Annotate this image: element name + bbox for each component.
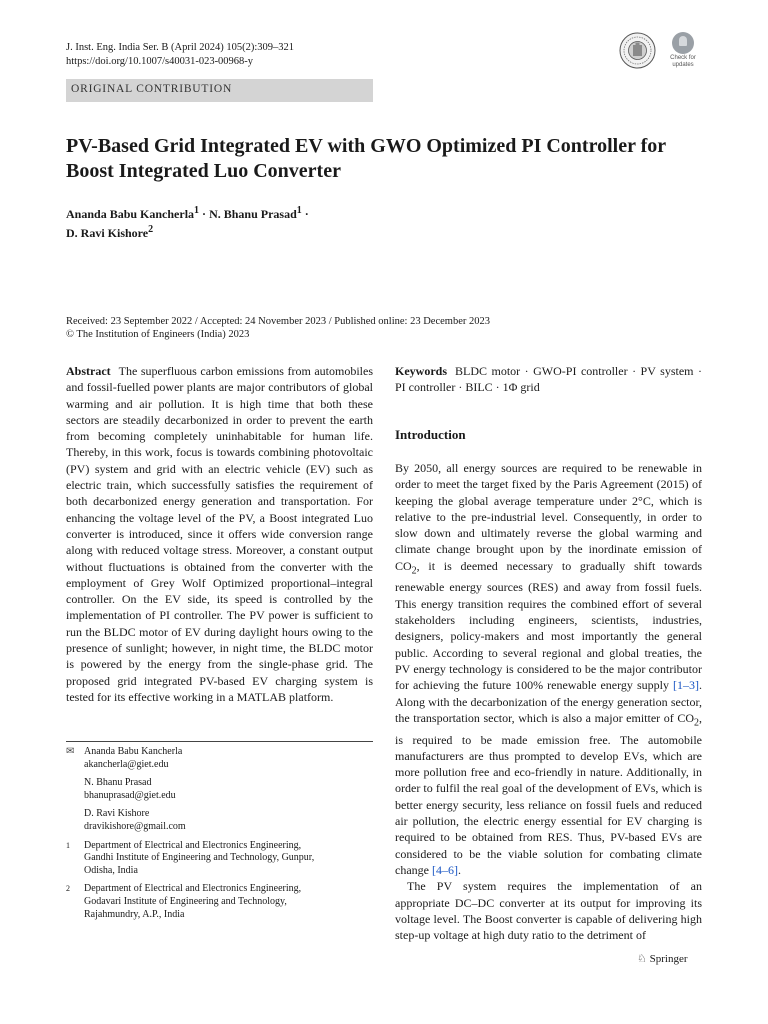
- institution-2-line-2: Godavari Institute of Engineering and Technology,: [84, 895, 287, 907]
- author-list: Ananda Babu Kancherla$^1$ · N. Bhanu Prasad$^1$ · D. Ravi Kishore$^2$: [66, 205, 309, 240]
- author-1[interactable]: Ananda Babu Kancherla: [66, 207, 195, 221]
- intro-paragraph-1: By 2050, all energy sources are required to be renewable in order to meet the target fixed by the Paris Agreement (2015) of keeping the global average temperature under 2°C, which is relative to the pre-industrial level. Consequently, in order to slow down and ultimately reverse the global warming and climate change brought upon by the inordinate emission of $CO_2$, it is deemed necessary to gradually shift towards renewable energy sources (RES) and away from fossil fuels. This energy transition requires the combined effort of several stakeholders including engineers, scientists, industries, designers, policy-makers and most importantly the general public. According to several regional and global treaties, the PV energy technology is considered to be the major contributor for achieving the future 100% renewable energy supply [1–3]. Along with the decarbonization of the energy generation sector, the transportation sector, which is also a major emitter of $CO_2$, is required to be made emission free. The automobile manufacturers are thus prompted to develop EVs, which are more pollution free and eco-friendly in nature. Additionally, in order to fulfil the real goal of the development of EVs, which is better energy security, less reliance on fossil fuels and reduced air pollution, the electric energy essential for EV charging is required to be obtained from RES. Thus, PV-based EVs are considered to be the viable solution for combating climate change [4–6].: [395, 461, 702, 877]
- publisher-name: Springer: [649, 953, 688, 965]
- abstract-label: Abstract: [66, 364, 111, 378]
- envelope-icon: ✉: [66, 746, 75, 757]
- copyright-line: © The Institution of Engineers (India) 2023: [66, 329, 250, 340]
- author-affiliations: [66, 746, 373, 927]
- corresponding-author-name: Ananda Babu Kancherla: [84, 746, 183, 757]
- affiliation-marker-2: 2: [66, 884, 70, 894]
- citation-link[interactable]: [1–3]: [673, 678, 699, 693]
- publisher-footer: [637, 952, 688, 965]
- corresponding-author-email[interactable]: akancherla@giet.edu: [84, 758, 169, 770]
- check-updates-label: Check for updates: [670, 55, 696, 68]
- author-2-email[interactable]: bhanuprasad@giet.edu: [84, 789, 176, 801]
- check-for-updates-badge[interactable]: [664, 32, 702, 72]
- affiliation-marker-1: 1: [66, 840, 70, 850]
- institution-1-line-3: Odisha, India: [84, 864, 138, 876]
- keywords-label: Keywords: [395, 364, 447, 378]
- dates-line: Received: 23 September 2022 / Accepted: 24 November 2023 / Published online: 23 December 2023: [66, 316, 490, 327]
- institution-1-line-1: Department of Electrical and Electronics Engineering,: [84, 839, 302, 851]
- paper-title: PV-Based Grid Integrated EV with GWO Optimized PI Controller for Boost Integrated Luo Converter: [66, 135, 666, 182]
- author-3-name: D. Ravi Kishore: [84, 808, 150, 820]
- journal-line: J. Inst. Eng. India Ser. B (April 2024) 105(2):309–321: [66, 42, 295, 53]
- article-category: ORIGINAL CONTRIBUTION: [71, 83, 233, 95]
- introduction-body: [395, 460, 702, 943]
- author-3[interactable]: D. Ravi Kishore: [66, 226, 149, 240]
- citation-link[interactable]: [4–6]: [431, 862, 458, 877]
- intro-paragraph-2: The PV system requires the implementation of an appropriate DC–DC converter at its output for improving its voltage level. The Boost converter is capable of delivering high step-up voltage at high duty ratio to the detriment of: [395, 879, 702, 943]
- keywords: [395, 363, 702, 396]
- institution-1-line-2: Gandhi Institute of Engineering and Technology, Gunpur,: [84, 852, 315, 864]
- bookmark-icon: [672, 32, 694, 54]
- introduction-heading: Introduction: [395, 427, 466, 442]
- doi-link[interactable]: https://doi.org/10.1007/s40031-023-00968-y: [66, 56, 254, 67]
- article-category-bar: [66, 79, 373, 102]
- keywords-text: BLDC motor · GWO-PI controller · PV system · PI controller · BILC · 1Φ grid: [395, 364, 702, 395]
- springer-horse-icon: ♘: [637, 953, 647, 965]
- author-3-email[interactable]: dravikishore@gmail.com: [84, 820, 186, 832]
- institution-2-line-3: Rajahmundry, A.P., India: [84, 908, 185, 920]
- institution-2-line-1: Department of Electrical and Electronics Engineering,: [84, 883, 302, 895]
- publication-dates: [66, 315, 490, 341]
- footnote-divider: [66, 741, 373, 742]
- abstract-text: The superfluous carbon emissions from automobiles and fossil-fuelled power plants are major contributors of global warming and air pollution. It is high time that both these sectors are steadily decarbonized in order to prevent the earth from becoming completely uninhabitable for human life. Thereby, in this work, focus is towards combining photovoltaic (PV) system and grid with an electric vehicle (EV) such as electric train, which successfully satisfies the requirement of both decarbonized energy generation and transportation. For enhancing the voltage level of the PV, a Boost integrated Luo converter is introduced, since it offers wide conversion range along with reduced voltage stress. Moreover, a constant output without fluctuations is obtained from the converter with the employment of Grey Wolf Optimized proportional–integral controller. On the EV side, its speed is controlled by the implementation of PI controller. The PV power is sufficient to run the BLDC motor of EV during daylight hours owing to the presence of sunlight; however, in night time, the BLDC motor is powered by the energy from the single-phase grid. The proposed grid integrated PV-based EV charging system is tested for its effective working in a MATLAB platform.: [66, 364, 373, 704]
- institution-emblem: [619, 32, 656, 69]
- abstract: [66, 363, 373, 705]
- author-2-name: N. Bhanu Prasad: [84, 777, 152, 789]
- author-2[interactable]: N. Bhanu Prasad: [209, 207, 297, 221]
- journal-citation: [66, 41, 294, 69]
